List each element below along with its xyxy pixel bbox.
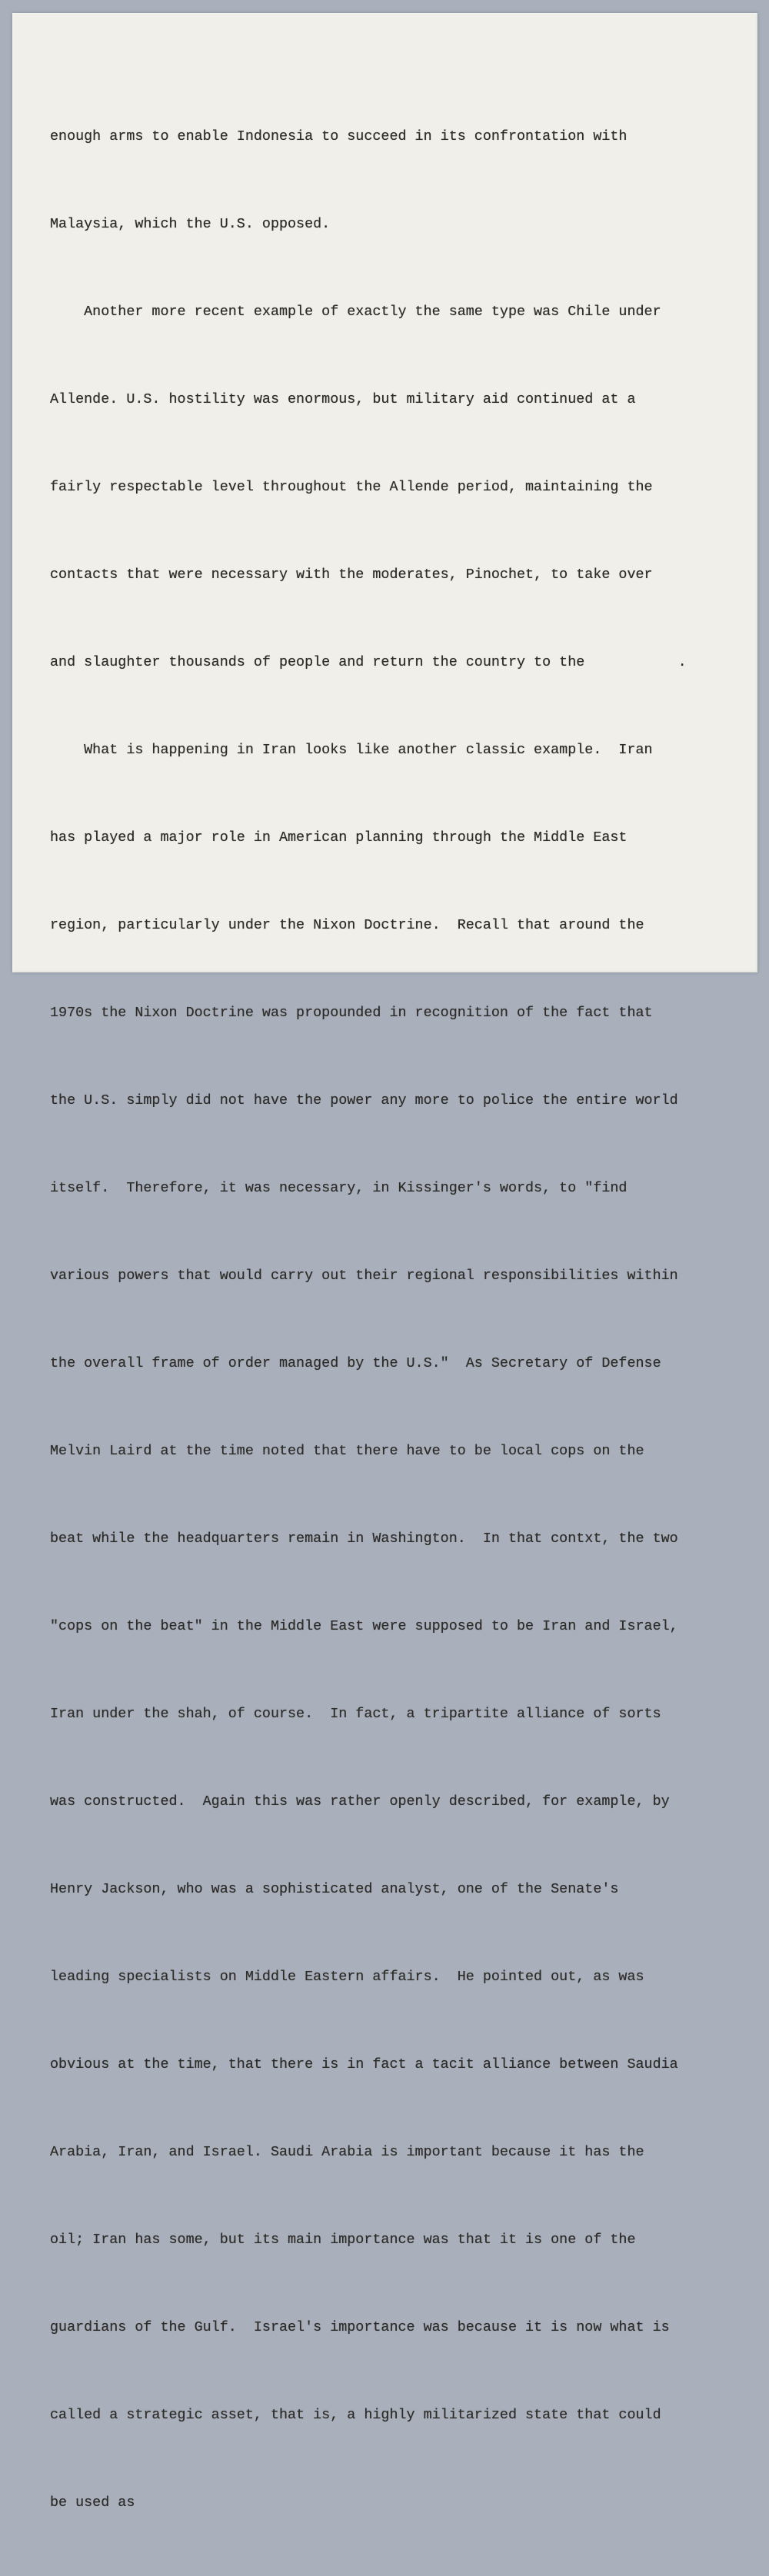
text-line: Iran under the shah, of course. In fact, a tripartite alliance of sorts (50, 1706, 661, 1722)
text-line: various powers that would carry out their regional responsibilities within (50, 1268, 678, 1284)
text-line: enough arms to enable Indonesia to succeed in its confrontation with (50, 128, 628, 145)
text-line: has played a major role in American planning through the Middle East (50, 829, 628, 846)
text-line: What is happening in Iran looks like another classic example. Iran (50, 742, 653, 758)
text-line: contacts that were necessary with the moderates, Pinochet, to take over (50, 567, 653, 583)
typewritten-text (50, 64, 687, 2576)
text-line: Another more recent example of exactly the same type was Chile under (50, 304, 661, 320)
document-page (12, 13, 757, 2511)
text-line: leading specialists on Middle Eastern affairs. He pointed out, as was (50, 1969, 644, 1985)
text-line: Allende. U.S. hostility was enormous, but military aid continued at a (50, 391, 636, 407)
text-line: beat while the headquarters remain in Washington. In that contxt, the two (50, 1531, 678, 1547)
text-line: fairly respectable level throughout the Allende period, maintaining the (50, 479, 653, 495)
text-line: and slaughter thousands of people and return the country to the . (50, 654, 687, 670)
text-line: Arabia, Iran, and Israel. Saudi Arabia is important because it has the (50, 2144, 644, 2160)
text-line: guardians of the Gulf. Israel's importance was because it is now what is (50, 2319, 670, 2335)
text-line: region, particularly under the Nixon Doctrine. Recall that around the (50, 917, 644, 933)
text-line: be used as (50, 2495, 135, 2511)
text-line: Henry Jackson, who was a sophisticated analyst, one of the Senate's (50, 1881, 619, 1897)
text-line: obvious at the time, that there is in fact a tacit alliance between Saudia (50, 2056, 678, 2072)
text-line: Malaysia, which the U.S. opposed. (50, 216, 331, 232)
text-line: the overall frame of order managed by the U.S." As Secretary of Defense (50, 1355, 661, 1371)
text-line: 1970s the Nixon Doctrine was propounded in recognition of the fact that (50, 1005, 653, 1021)
text-line: "cops on the beat" in the Middle East were supposed to be Iran and Israel, (50, 1618, 678, 1634)
text-line: itself. Therefore, it was necessary, in Kissinger's words, to "find (50, 1180, 628, 1196)
text-line: was constructed. Again this was rather openly described, for example, by (50, 1793, 670, 1810)
text-line: called a strategic asset, that is, a highly militarized state that could (50, 2407, 661, 2423)
text-line: oil; Iran has some, but its main importance was that it is one of the (50, 2232, 636, 2248)
text-line: Melvin Laird at the time noted that there have to be local cops on the (50, 1443, 644, 1459)
text-line: the U.S. simply did not have the power any more to police the entire world (50, 1092, 678, 1109)
